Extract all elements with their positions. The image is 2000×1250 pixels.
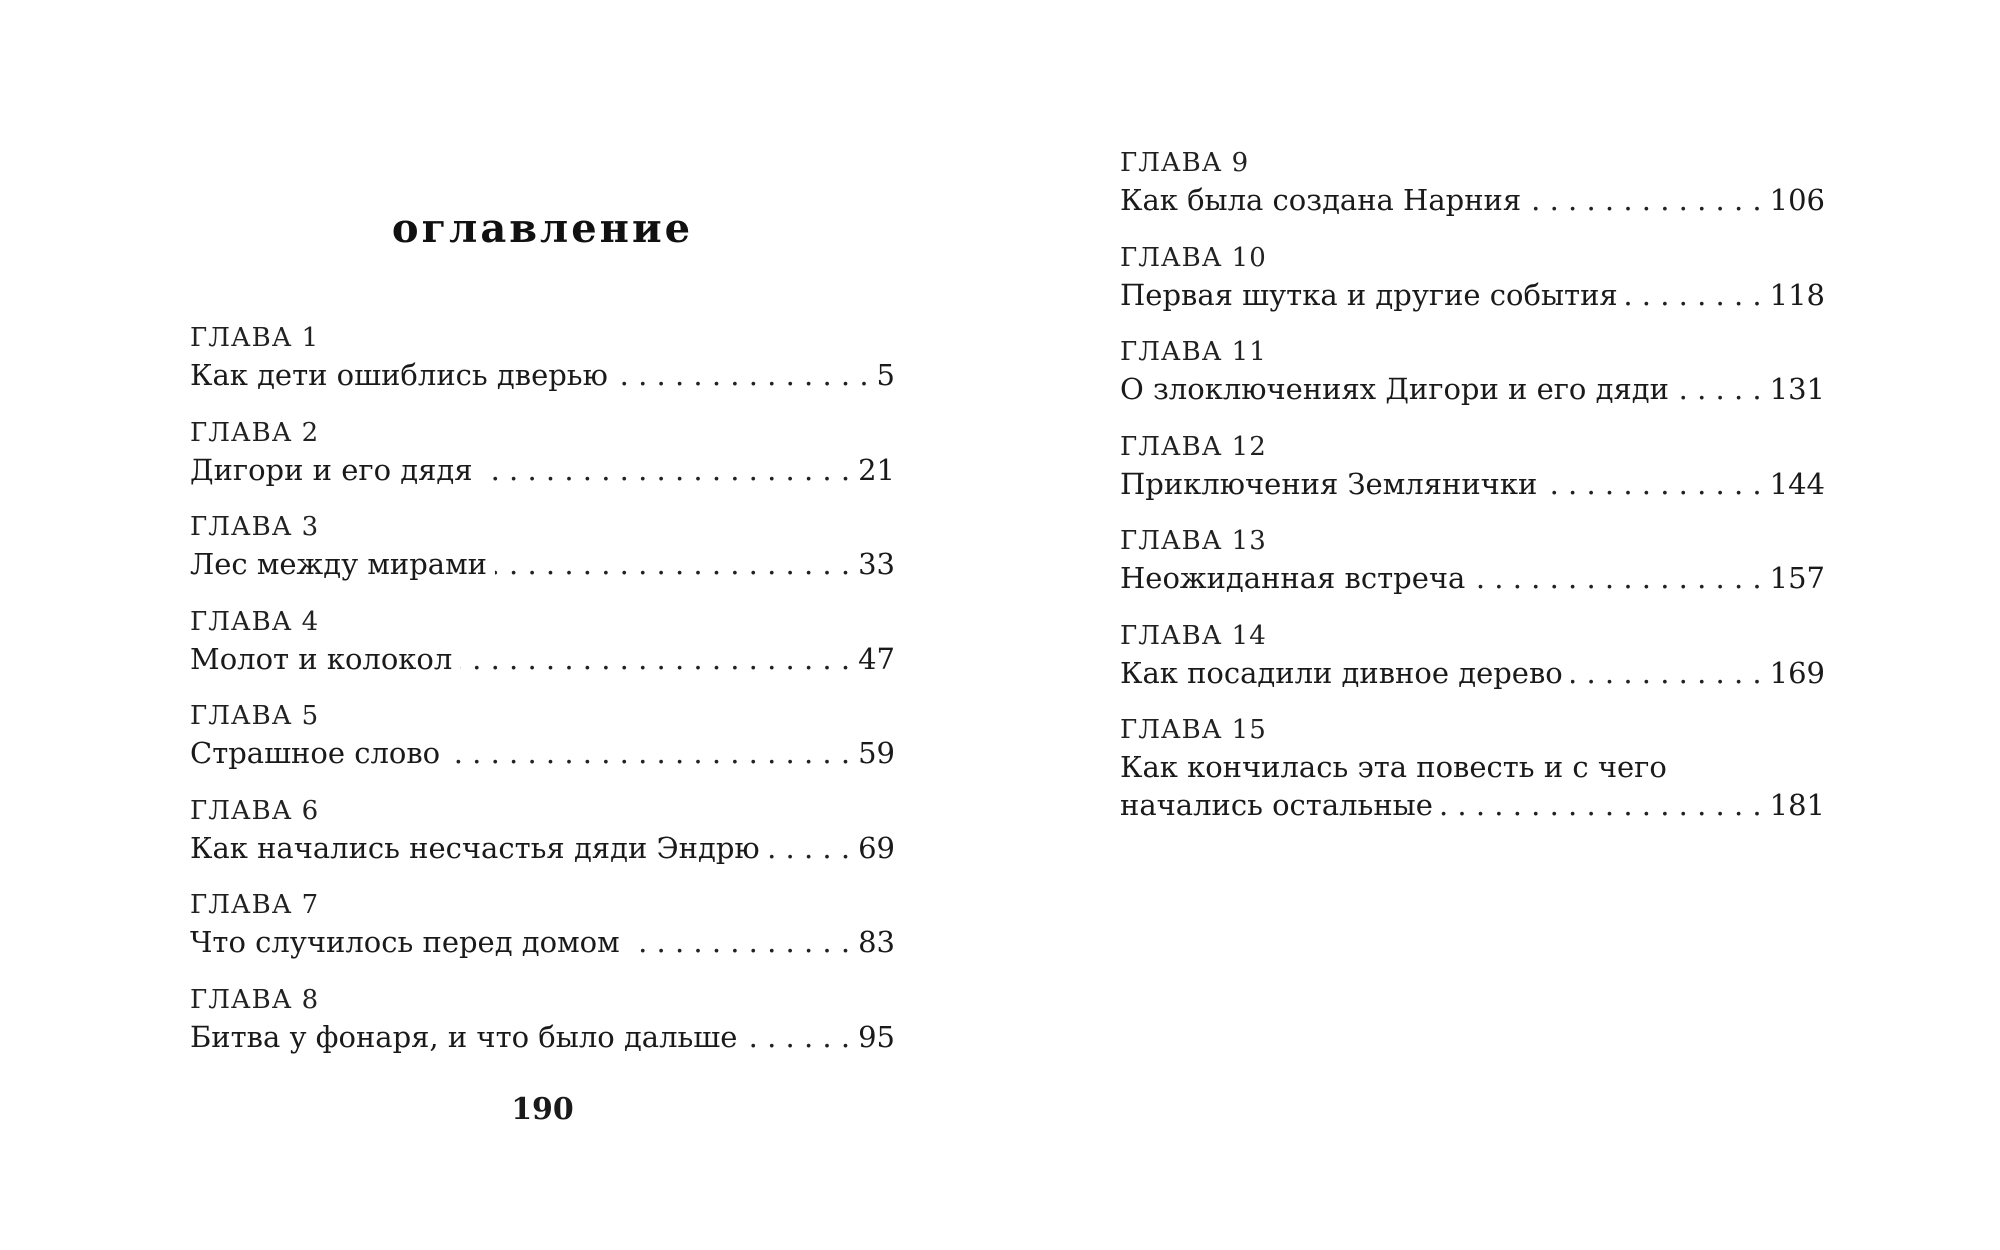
chapter-title: Дигори и его дядя xyxy=(190,452,473,487)
dot-leader xyxy=(495,545,850,583)
page-number: 95 xyxy=(858,1019,895,1054)
page-number: 118 xyxy=(1769,277,1825,312)
chapter-title: Первая шутка и другие события xyxy=(1120,277,1618,312)
dot-leader xyxy=(768,829,850,867)
page-number: 59 xyxy=(858,736,895,770)
dot-leader xyxy=(1441,786,1762,824)
dot-leader xyxy=(1626,276,1762,314)
dot-leader xyxy=(1545,465,1761,503)
page-number: 21 xyxy=(858,452,895,487)
page-number: 169 xyxy=(1769,655,1825,690)
toc-entry-chapter-13 xyxy=(1120,523,1825,618)
page-number: 144 xyxy=(1769,466,1825,501)
chapter-label: ГЛАВА 10 xyxy=(1120,242,1267,273)
page-number: 69 xyxy=(858,830,895,865)
chapter-label: ГЛАВА 5 xyxy=(190,701,320,731)
page-number: 181 xyxy=(1769,788,1825,822)
toc-entry-chapter-3 xyxy=(190,509,895,604)
chapter-title: Как посадили дивное дерево xyxy=(1120,655,1563,690)
chapter-title: Молот и колокол xyxy=(190,641,453,676)
chapter-title: Приключения Землянички xyxy=(1120,466,1538,501)
toc-entry-chapter-11 xyxy=(1120,334,1825,429)
toc-entry-chapter-14 xyxy=(1120,618,1825,713)
chapter-label: ГЛАВА 15 xyxy=(1120,715,1267,745)
chapter-label: ГЛАВА 7 xyxy=(190,890,320,920)
dot-leader xyxy=(460,640,850,678)
dot-leader xyxy=(628,923,850,961)
chapter-title: Страшное слово xyxy=(190,736,441,770)
page-number: 5 xyxy=(876,358,895,392)
chapter-label: ГЛАВА 4 xyxy=(190,606,320,637)
chapter-title: Что случилось перед домом xyxy=(190,925,620,959)
chapter-label: ГЛАВА 8 xyxy=(190,984,320,1015)
dot-leader xyxy=(481,451,851,489)
chapter-title: Как дети ошиблись дверью xyxy=(190,358,608,392)
page-number: 131 xyxy=(1769,372,1825,406)
toc-entry-chapter-4 xyxy=(190,604,895,699)
chapter-label: ГЛАВА 1 xyxy=(190,323,320,353)
dot-leader xyxy=(1571,654,1762,692)
chapter-label: ГЛАВА 12 xyxy=(1120,431,1267,462)
toc-entry-chapter-6 xyxy=(190,793,895,888)
chapter-title: Битва у фонаря, и что было дальше xyxy=(190,1019,738,1054)
dot-leader xyxy=(448,734,850,772)
dot-leader xyxy=(1529,181,1761,219)
toc-entry-chapter-2 xyxy=(190,415,895,510)
chapter-title: начались остальные xyxy=(1120,788,1433,822)
dot-leader xyxy=(1677,370,1762,408)
dot-leader xyxy=(616,356,869,394)
dot-leader xyxy=(1473,559,1761,597)
toc-entry-chapter-5 xyxy=(190,698,895,793)
page-number: 83 xyxy=(858,925,895,959)
chapter-label: ГЛАВА 6 xyxy=(190,795,320,826)
toc-entry-chapter-12 xyxy=(1120,429,1825,524)
chapter-title: Как была создана Нарния xyxy=(1120,183,1522,217)
chapter-label: ГЛАВА 11 xyxy=(1120,337,1267,367)
chapter-label: ГЛАВА 2 xyxy=(190,417,320,448)
chapter-title: Неожиданная встреча xyxy=(1120,561,1466,595)
page-number: 106 xyxy=(1769,183,1825,217)
chapter-label: ГЛАВА 9 xyxy=(1120,148,1250,178)
toc-entry-chapter-15 xyxy=(1120,712,1825,844)
chapter-label: ГЛАВА 14 xyxy=(1120,620,1267,651)
chapter-title-line-1: Как кончилась эта повесть и с чего xyxy=(1120,750,1667,784)
toc-entry-chapter-9 xyxy=(1120,145,1825,240)
chapter-label: ГЛАВА 3 xyxy=(190,512,320,542)
page-number: 47 xyxy=(858,641,895,676)
chapter-label: ГЛАВА 13 xyxy=(1120,526,1267,556)
toc-entry-chapter-8 xyxy=(190,982,895,1077)
toc-list-left xyxy=(190,320,895,1076)
toc-entry-chapter-1 xyxy=(190,320,895,415)
chapter-title: О злоключениях Дигори и его дяди xyxy=(1120,372,1669,406)
page-number: 33 xyxy=(858,547,895,581)
chapter-title: Лес между мирами xyxy=(190,547,487,581)
page-number: 157 xyxy=(1769,561,1825,595)
page-folio: 190 xyxy=(511,1092,574,1127)
toc-heading: оглавление xyxy=(391,205,694,252)
toc-entry-chapter-10 xyxy=(1120,240,1825,335)
right-page xyxy=(1000,0,2000,1250)
chapter-title: Как начались несчастья дяди Эндрю xyxy=(190,830,760,865)
toc-entry-chapter-7 xyxy=(190,887,895,982)
dot-leader xyxy=(745,1018,850,1056)
toc-list-right xyxy=(1120,145,1825,844)
